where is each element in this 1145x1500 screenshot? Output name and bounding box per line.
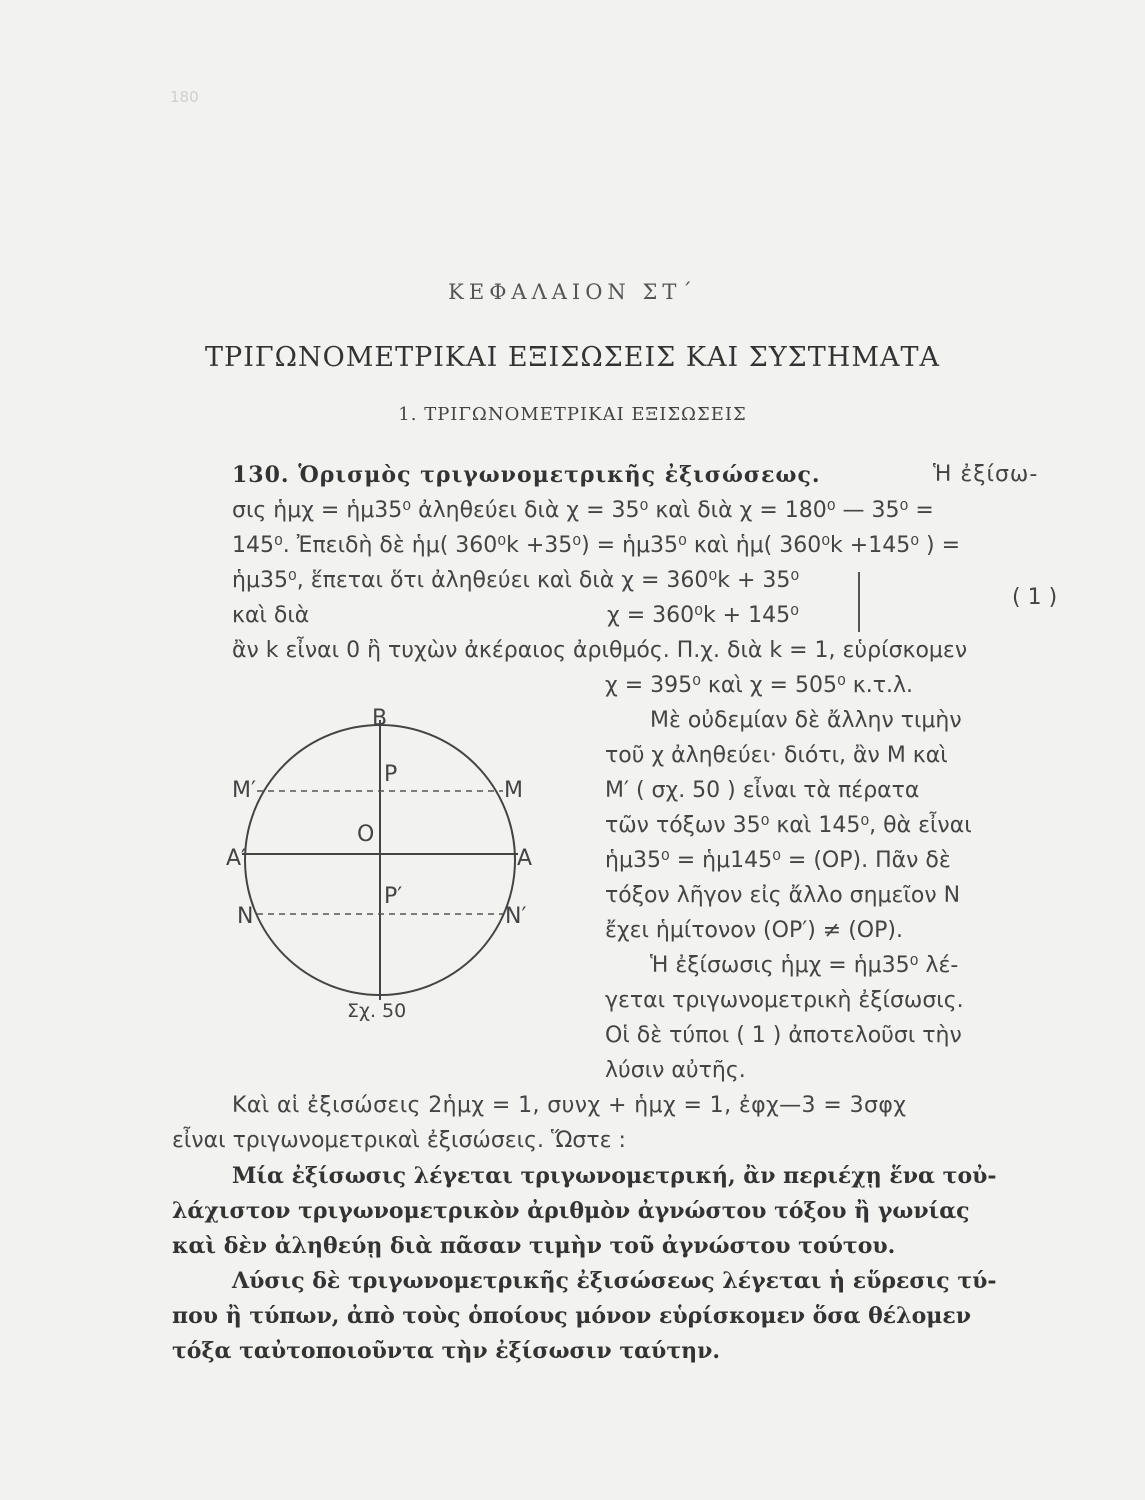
definition-line: τόξα ταὐτοποιοῦντα τὴν ἐξίσωσιν ταύτην.: [172, 1338, 721, 1364]
label-A-prime: A′: [226, 846, 247, 871]
section-title: 1. ΤΡΙΓΩΝΟΜΕΤΡΙΚΑΙ ΕΞΙΣΩΣΕΙΣ: [398, 404, 747, 425]
equation-brace: [858, 572, 860, 632]
text-line: ἡμ35⁰ = ἡμ145⁰ = (OP). Πᾶν δὲ: [605, 848, 951, 873]
chapter-heading: ΚΕΦΑΛΑΙΟΝ ΣΤ΄: [448, 280, 697, 304]
equation-number: ( 1 ): [1012, 585, 1058, 610]
text-line: Ἡ ἐξίσω-: [933, 462, 1039, 487]
text-line: σις ἡμχ = ἡμ35⁰ ἀληθεύει διὰ χ = 35⁰ καὶ διὰ χ = 180⁰ — 35⁰ =: [232, 498, 934, 523]
text-line: ἂν k εἶναι 0 ἢ τυχὼν ἀκέραιος ἀριθμός. Π.χ. διὰ k = 1, εὑρίσκομεν: [232, 638, 968, 663]
label-M: M: [504, 778, 523, 803]
text-line: ἔχει ἡμίτονον (OP′) ≠ (OP).: [605, 918, 903, 943]
label-M-prime: M′: [232, 778, 256, 803]
text-line: Καὶ αἱ ἐξισώσεις 2ἡμχ = 1, συνχ + ἡμχ = 1, ἐφχ—3 = 3σφχ: [232, 1093, 907, 1118]
label-A: A: [517, 846, 533, 871]
text-line: καὶ διὰ: [232, 603, 310, 628]
text-line: χ = 395⁰ καὶ χ = 505⁰ κ.τ.λ.: [605, 673, 913, 698]
definition-line: καὶ δὲν ἀληθεύῃ διὰ πᾶσαν τιμὴν τοῦ ἀγνώστου τούτου.: [172, 1233, 896, 1259]
page-title: ΤΡΙΓΩΝΟΜΕΤΡΙΚΑΙ ΕΞΙΣΩΣΕΙΣ ΚΑΙ ΣΥΣΤΗΜΑΤΑ: [205, 342, 940, 373]
bleed-through-page-number: 180: [170, 88, 199, 106]
definition-line: Λύσις δὲ τριγωνομετρικῆς ἐξισώσεως λέγεται ἡ εὕρεσις τύ-: [232, 1268, 997, 1294]
text-line: τόξον λῆγον εἰς ἄλλο σημεῖον Ν: [605, 883, 961, 908]
label-N: N: [237, 904, 254, 929]
text-line: Οἱ δὲ τύποι ( 1 ) ἀποτελοῦσι τὴν: [605, 1023, 962, 1048]
text-line: τοῦ χ ἀληθεύει· διότι, ἂν Μ καὶ: [605, 743, 948, 768]
text-line: Ἡ ἐξίσωσις ἡμχ = ἡμ35⁰ λέ-: [650, 953, 959, 978]
text-line: Μὲ οὐδεμίαν δὲ ἄλλην τιμὴν: [650, 708, 962, 733]
definition-line: λάχιστον τριγωνομετρικὸν ἀριθμὸν ἀγνώστου τόξου ἢ γωνίας: [172, 1198, 970, 1224]
text-line: εἶναι τριγωνομετρικαὶ ἐξισώσεις. Ὥστε :: [172, 1128, 626, 1153]
figure-caption: Σχ. 50: [347, 1000, 407, 1022]
text-line: 145⁰. Ἐπειδὴ δὲ ἡμ( 360⁰k +35⁰) = ἡμ35⁰ καὶ ἡμ( 360⁰k +145⁰ ) =: [232, 533, 961, 558]
label-P-prime: P′: [384, 884, 403, 909]
label-B: B: [372, 706, 388, 731]
label-P: P: [384, 762, 398, 787]
text-line: λύσιν αὐτῆς.: [605, 1058, 746, 1083]
definition-line: που ἢ τύπων, ἀπὸ τοὺς ὁποίους μόνον εὑρίσκομεν ὅσα θέλομεν: [172, 1303, 972, 1329]
definition-line: Μία ἐξίσωσις λέγεται τριγωνομετρική, ἂν περιέχῃ ἕνα τοὐ-: [232, 1163, 997, 1189]
label-N-prime: N′: [505, 904, 527, 929]
text-line: γεται τριγωνομετρικὴ ἐξίσωσις.: [605, 988, 964, 1013]
paragraph-heading: 130. Ὁρισμὸς τριγωνομετρικῆς ἐξισώσεως.: [232, 462, 821, 488]
label-O: O: [357, 822, 375, 847]
text-line: Μ′ ( σχ. 50 ) εἶναι τὰ πέρατα: [605, 778, 920, 803]
text-line: ἡμ35⁰, ἕπεται ὅτι ἀληθεύει καὶ διὰ χ = 360⁰k + 35⁰: [232, 568, 800, 593]
text-line: χ = 360⁰k + 145⁰: [607, 603, 799, 628]
text-line: τῶν τόξων 35⁰ καὶ 145⁰, θὰ εἶναι: [605, 813, 972, 838]
